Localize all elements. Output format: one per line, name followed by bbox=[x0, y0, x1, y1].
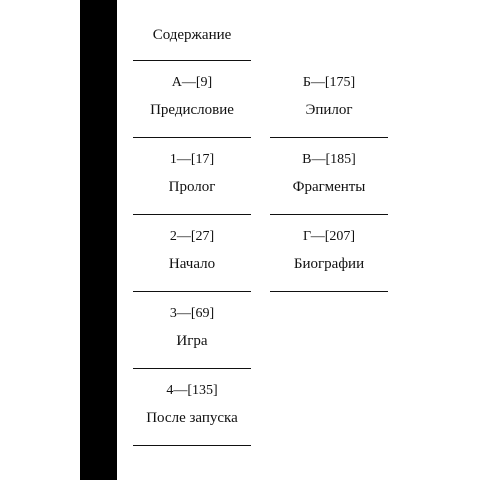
toc-entry-b[interactable] bbox=[270, 61, 388, 138]
toc-entry-ref: 2—[27] bbox=[169, 229, 215, 244]
toc-entry-v[interactable] bbox=[270, 138, 388, 215]
toc-entry-ref: А—[9] bbox=[171, 75, 213, 90]
toc-entry-a[interactable] bbox=[133, 61, 251, 138]
toc-entry-ref: В—[185] bbox=[302, 152, 356, 167]
toc-entry-title: Игра bbox=[176, 333, 208, 349]
toc-entry-3[interactable] bbox=[133, 292, 251, 369]
toc-entry-title: Пролог bbox=[168, 179, 216, 195]
toc-entry-divider bbox=[270, 291, 388, 292]
page-edge-bar bbox=[80, 0, 117, 480]
toc-entry-title: Биографии bbox=[293, 256, 365, 272]
toc-entry-2[interactable] bbox=[133, 215, 251, 292]
toc-entry-4[interactable] bbox=[133, 369, 251, 446]
toc-entry-g[interactable] bbox=[270, 215, 388, 292]
toc-entry-ref: 4—[135] bbox=[166, 383, 218, 398]
toc-entry-title: После запуска bbox=[146, 410, 238, 426]
toc-entry-ref: 3—[69] bbox=[169, 306, 215, 321]
toc-entry-title: Начало bbox=[168, 256, 216, 272]
toc-entry-ref: Б—[175] bbox=[302, 75, 356, 90]
toc-entry-title: Эпилог bbox=[305, 102, 353, 118]
toc-entry-divider bbox=[133, 445, 251, 446]
toc-heading: Содержание bbox=[152, 27, 232, 43]
toc-entry-ref: 1—[17] bbox=[169, 152, 215, 167]
toc-entry-1[interactable] bbox=[133, 138, 251, 215]
toc-entry-title: Фрагменты bbox=[292, 179, 366, 195]
toc-entry-title: Предисловие bbox=[150, 102, 234, 118]
toc-entry-ref: Г—[207] bbox=[302, 229, 356, 244]
